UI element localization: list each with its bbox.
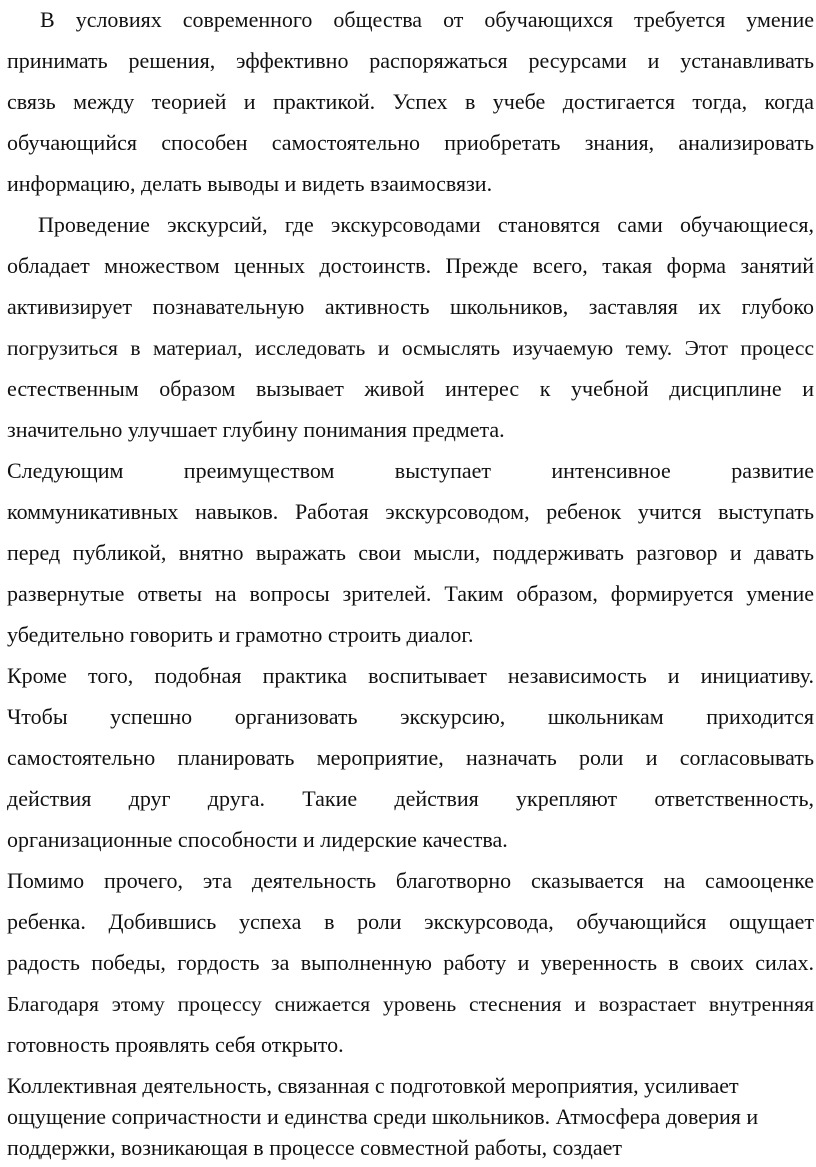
text-line: значительно улучшает глубину понимания предмета. xyxy=(7,417,505,442)
text-line: Благодаря этому процессу снижается уровень стеснения и возрастает внутренняя xyxy=(7,992,814,1016)
text-line: ребенка. Добившись успеха в роли экскурсовода, обучающийся ощущает xyxy=(7,909,814,934)
text-line: поддержки, возникающая в процессе совместной работы, создает xyxy=(7,1135,623,1160)
text-line: связь между теорией и практикой. Успех в учебе достигается тогда, когда xyxy=(7,89,814,114)
text-line: развернутые ответы на вопросы зрителей. Таким образом, формируется умение xyxy=(7,581,814,606)
text-line: готовность проявлять себя открыто. xyxy=(7,1032,344,1057)
text-line: коммуникативных навыков. Работая экскурсоводом, ребенок учится выступать xyxy=(7,499,814,524)
text-line: перед публикой, внятно выражать свои мысли, поддерживать разговор и давать xyxy=(7,540,814,565)
text-line: радость победы, гордость за выполненную работу и уверенность в своих силах. xyxy=(7,950,814,975)
text-line: Проведение экскурсий, где экскурсоводами становятся сами обучающиеся, xyxy=(38,212,814,237)
text-line: Коллективная деятельность, связанная с подготовкой мероприятия, усиливает xyxy=(7,1073,739,1098)
text-line: самостоятельно планировать мероприятие, назначать роли и согласовывать xyxy=(7,745,814,770)
text-line: ощущение сопричастности и единства среди школьников. Атмосфера доверия и xyxy=(7,1104,759,1129)
text-line: обучающийся способен самостоятельно приобретать знания, анализировать xyxy=(7,130,814,155)
text-line: информацию, делать выводы и видеть взаимосвязи. xyxy=(7,171,493,196)
text-line: Следующим преимуществом выступает интенсивное развитие xyxy=(7,458,814,483)
text-line: естественным образом вызывает живой интерес к учебной дисциплине и xyxy=(7,376,814,401)
text-line: принимать решения, эффективно распоряжаться ресурсами и устанавливать xyxy=(7,48,814,73)
text-line: действия друг друга. Такие действия укрепляют ответственность, xyxy=(7,786,814,811)
text-line: В условиях современного общества от обучающихся требуется умение xyxy=(40,7,814,32)
text-line: активизирует познавательную активность школьников, заставляя их глубоко xyxy=(7,294,814,319)
text-line: организационные способности и лидерские качества. xyxy=(7,827,508,852)
text-line: Чтобы успешно организовать экскурсию, школьникам приходится xyxy=(7,704,814,729)
text-line: обладает множеством ценных достоинств. Прежде всего, такая форма занятий xyxy=(7,253,814,278)
text-line: погрузиться в материал, исследовать и осмыслять изучаемую тему. Этот процесс xyxy=(7,336,814,360)
text-line: Помимо прочего, эта деятельность благотворно сказывается на самооценке xyxy=(7,868,814,893)
text-line: убедительно говорить и грамотно строить диалог. xyxy=(7,622,474,647)
text-line: Кроме того, подобная практика воспитывает независимость и инициативу. xyxy=(7,663,814,688)
